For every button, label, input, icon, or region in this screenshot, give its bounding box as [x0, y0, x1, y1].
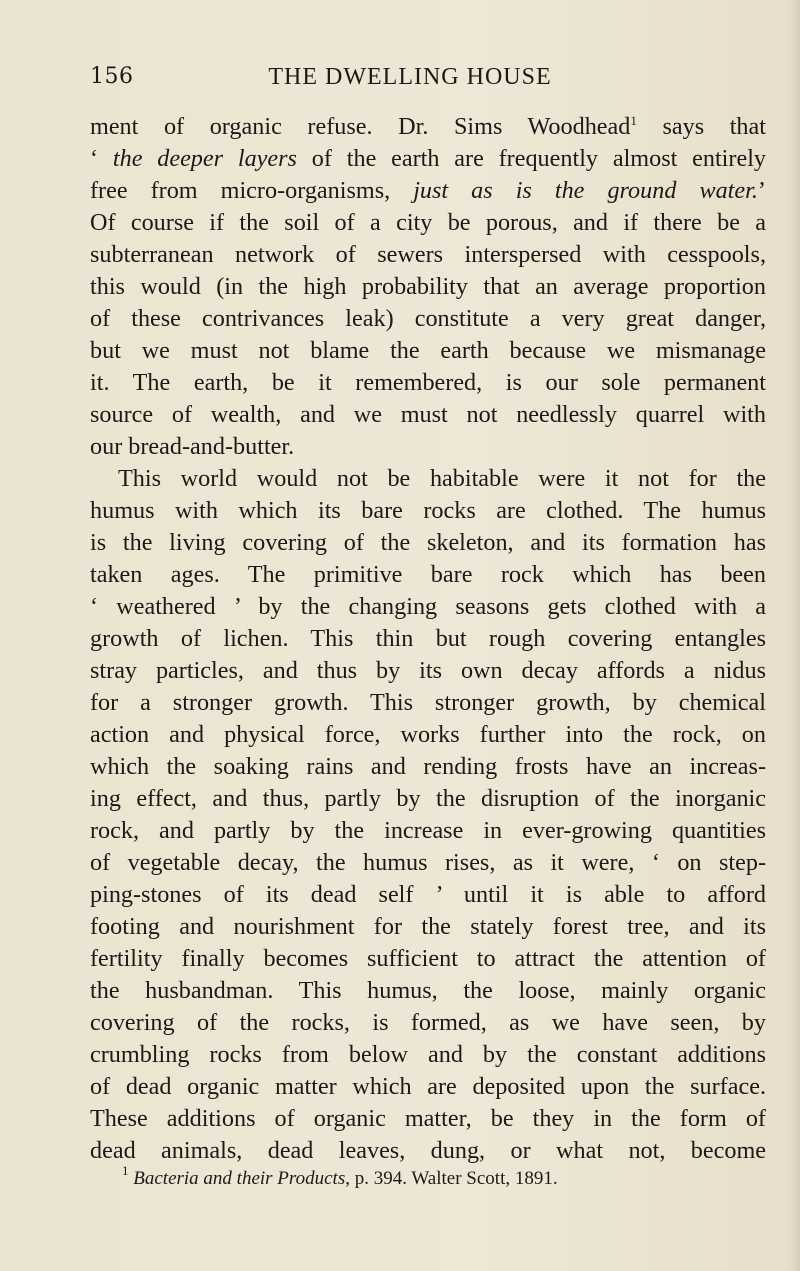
footnote [122, 1163, 762, 1190]
text-line [90, 143, 766, 175]
page-header [90, 64, 730, 94]
text-line: is the living covering of the skeleton, and its formation has [90, 529, 766, 556]
text-line: crumbling rocks from below and by the constant additions [90, 1041, 766, 1068]
line-text: ment of organic refuse. Dr. Sims Woodhead [90, 113, 631, 140]
text-line: but we must not blame the earth because we mismanage [90, 337, 766, 364]
text-line: growth of lichen. This thin but rough covering entangles [90, 625, 766, 652]
text-line: of vegetable decay, the humus rises, as it were, ‘ on step- [90, 849, 766, 876]
line-part: free from micro-organisms, [90, 177, 414, 204]
text-line: Of course if the soil of a city be porous, and if there be a [90, 209, 766, 236]
text-line: dead animals, dead leaves, dung, or what not, become [90, 1137, 766, 1164]
line-text-tail: says that [636, 113, 766, 140]
running-title: THE DWELLING HOUSE [268, 64, 552, 90]
text-line: source of wealth, and we must not needlessly quarrel with [90, 401, 766, 428]
line-part: ‘ [90, 145, 113, 172]
text-line [90, 175, 766, 207]
text-line: this would (in the high probability that an average proportion [90, 273, 766, 300]
text-line: rock, and partly by the increase in ever-growing quantities [90, 817, 766, 844]
text-line: These additions of organic matter, be they in the form of [90, 1105, 766, 1132]
text-line: footing and nourishment for the stately forest tree, and its [90, 913, 766, 940]
text-line: action and physical force, works further into the rock, on [90, 721, 766, 748]
text-line: ing effect, and thus, partly by the disruption of the inorganic [90, 785, 766, 812]
italic-phrase: the deeper layers [112, 145, 297, 172]
footnote-citation: , p. 394. Walter Scott, 1891. [345, 1168, 558, 1189]
text-line: This world would not be habitable were it not for the [118, 465, 766, 492]
page-edge-shadow [790, 0, 800, 1271]
text-line: fertility finally becomes sufficient to attract the attention of [90, 945, 766, 972]
body-text [90, 111, 766, 1167]
footnote-reference: 1 [630, 113, 637, 128]
line-part: ’ [757, 177, 766, 204]
text-line [90, 111, 766, 143]
text-line: humus with which its bare rocks are clothed. The humus [90, 497, 766, 524]
footnote-marker: 1 [122, 1163, 129, 1178]
page-number: 156 [90, 64, 134, 89]
text-line: ping-stones of its dead self ’ until it is able to afford [90, 881, 766, 908]
text-line: taken ages. The primitive bare rock which has been [90, 561, 766, 588]
italic-phrase: just as is the ground water. [413, 177, 758, 204]
text-line: which the soaking rains and rending frosts have an increas- [90, 753, 766, 780]
text-line: for a stronger growth. This stronger growth, by chemical [90, 689, 766, 716]
text-line: it. The earth, be it remembered, is our sole permanent [90, 369, 766, 396]
footnote-book-title: Bacteria and their Products [133, 1168, 346, 1189]
text-line: our bread-and-butter. [90, 433, 295, 460]
text-line: of these contrivances leak) constitute a very great danger, [90, 305, 766, 332]
text-line: stray particles, and thus by its own decay affords a nidus [90, 657, 766, 684]
text-line: ‘ weathered ’ by the changing seasons gets clothed with a [90, 593, 766, 620]
text-line: covering of the rocks, is formed, as we have seen, by [90, 1009, 766, 1036]
text-line: subterranean network of sewers interspersed with cesspools, [90, 241, 766, 268]
line-part: of the earth are frequently almost entirely [296, 145, 767, 172]
text-line: of dead organic matter which are deposited upon the surface. [90, 1073, 766, 1100]
text-line: the husbandman. This humus, the loose, mainly organic [90, 977, 766, 1004]
